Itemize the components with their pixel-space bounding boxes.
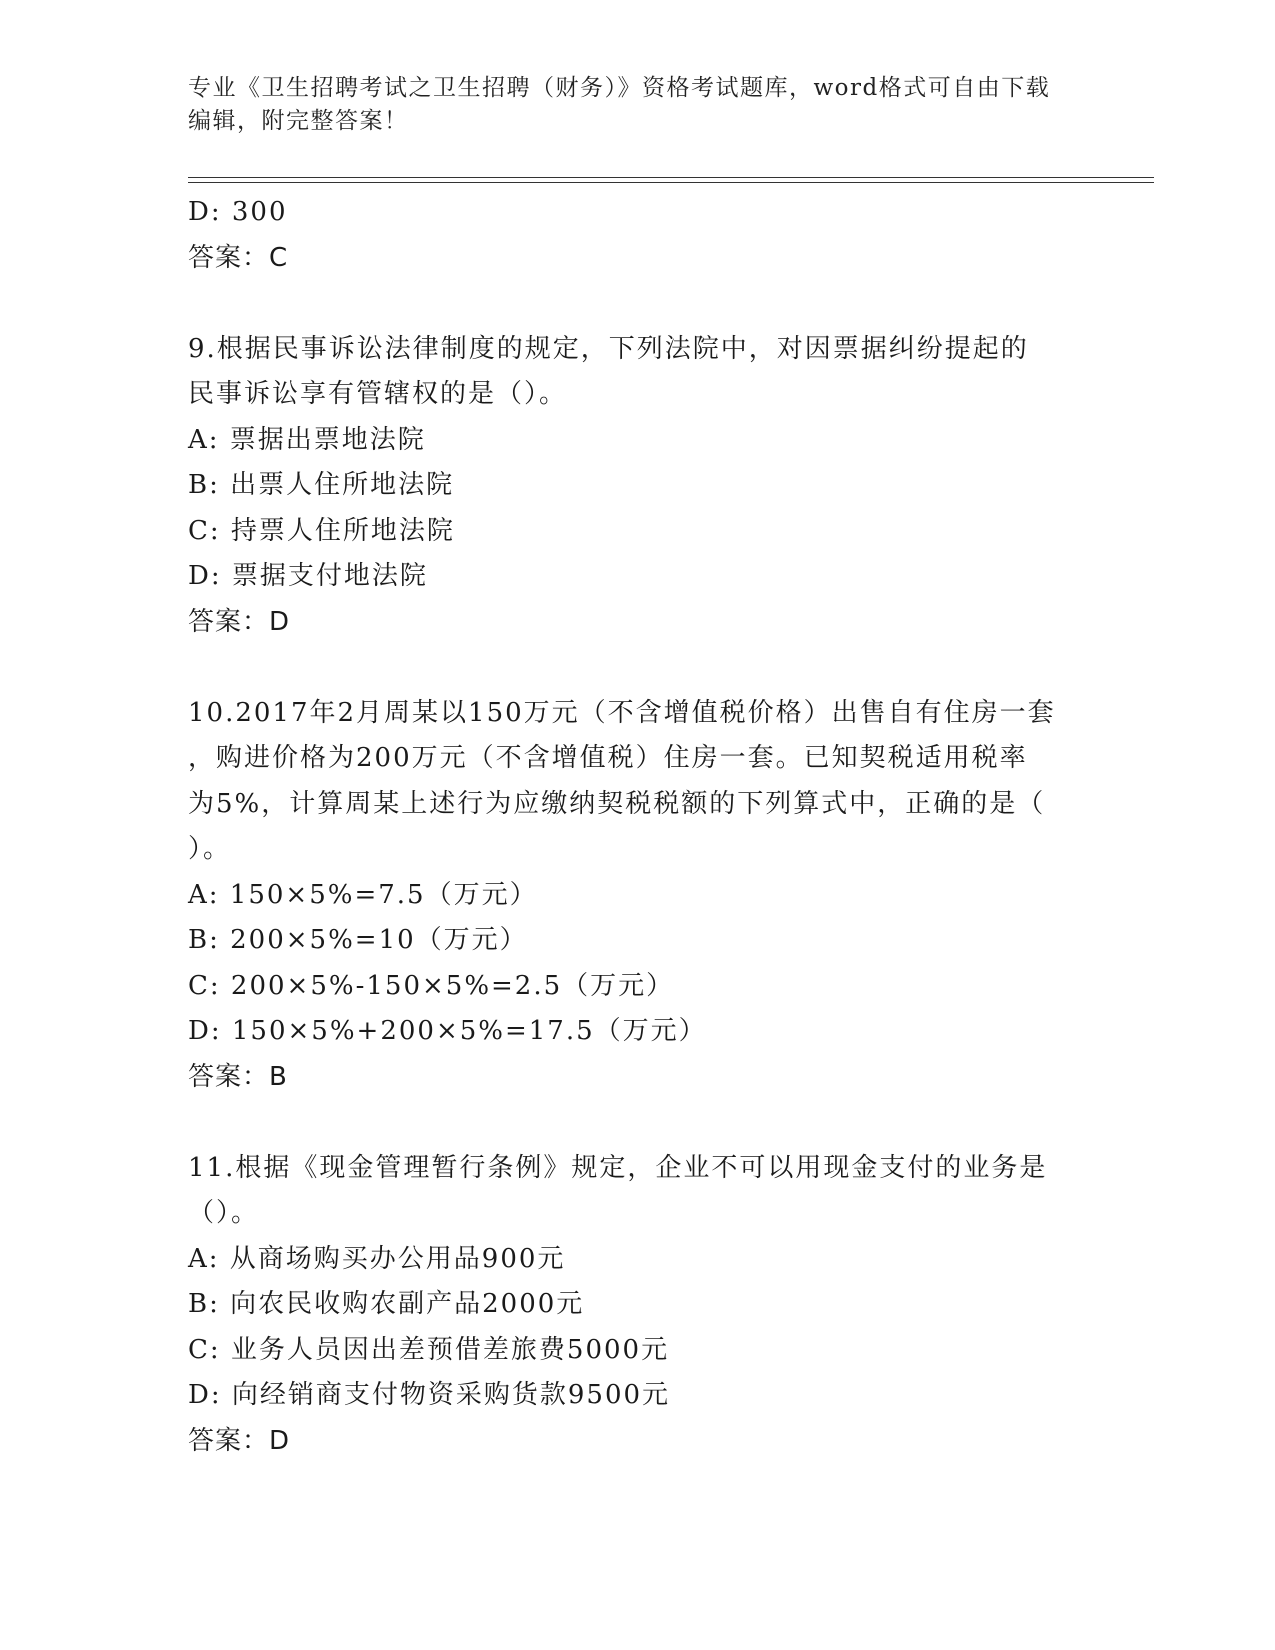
q9-option-c: C: 持票人住所地法院 (188, 515, 455, 546)
q10-stem-line-1: 10.2017年2月周某以150万元（不含增值税价格）出售自有住房一套 (188, 697, 1056, 728)
q9-answer: 答案：D (188, 606, 291, 637)
q11-option-a: A: 从商场购买办公用品900元 (188, 1243, 566, 1274)
document-page (188, 0, 1154, 1650)
question-10 (188, 691, 1088, 1101)
q8-answer: 答案：C (188, 242, 289, 273)
q10-stem-line-4: ）。 (188, 834, 232, 864)
q11-stem-line-2: （）。 (188, 1198, 260, 1228)
q8-option-d: D: 300 (188, 197, 288, 227)
q10-option-b: B: 200×5%=10（万元） (188, 925, 528, 955)
q10-option-a: A: 150×5%=7.5（万元） (188, 879, 538, 910)
q10-option-c: C: 200×5%-150×5%=2.5（万元） (188, 970, 675, 1001)
header-line-2: 编辑，附完整答案！ (188, 108, 409, 134)
question-8-tail (188, 190, 1088, 281)
header-line-1: 专业《卫生招聘考试之卫生招聘（财务）》资格考试题库，word格式可自由下载 (188, 75, 1051, 101)
q11-option-d: D: 向经销商支付物资采购货款9500元 (188, 1380, 671, 1410)
q11-option-b: B: 向农民收购农副产品2000元 (188, 1289, 585, 1319)
q10-answer: 答案：B (188, 1061, 288, 1092)
q10-option-d: D: 150×5%+200×5%=17.5（万元） (188, 1016, 707, 1046)
q11-answer: 答案：D (188, 1425, 291, 1456)
header-divider (188, 177, 1154, 183)
question-11 (188, 1146, 1088, 1465)
page-header (188, 72, 1078, 138)
q9-option-d: D: 票据支付地法院 (188, 561, 428, 591)
q9-option-b: B: 出票人住所地法院 (188, 470, 455, 500)
q11-option-c: C: 业务人员因出差预借差旅费5000元 (188, 1334, 670, 1365)
q10-stem-line-2: ，购进价格为200万元（不含增值税）住房一套。已知契税适用税率 (188, 743, 1028, 773)
q9-option-a: A: 票据出票地法院 (188, 424, 426, 455)
q9-stem-line-1: 9.根据民事诉讼法律制度的规定，下列法院中，对因票据纠纷提起的 (188, 333, 1029, 364)
question-9 (188, 327, 1088, 646)
q11-stem-line-1: 11.根据《现金管理暂行条例》规定，企业不可以用现金支付的业务是 (188, 1152, 1048, 1183)
q9-stem-line-2: 民事诉讼享有管辖权的是（）。 (188, 379, 568, 409)
question-content (188, 190, 1088, 1464)
q10-stem-line-3: 为5%，计算周某上述行为应缴纳契税税额的下列算式中，正确的是（ (188, 788, 1046, 819)
